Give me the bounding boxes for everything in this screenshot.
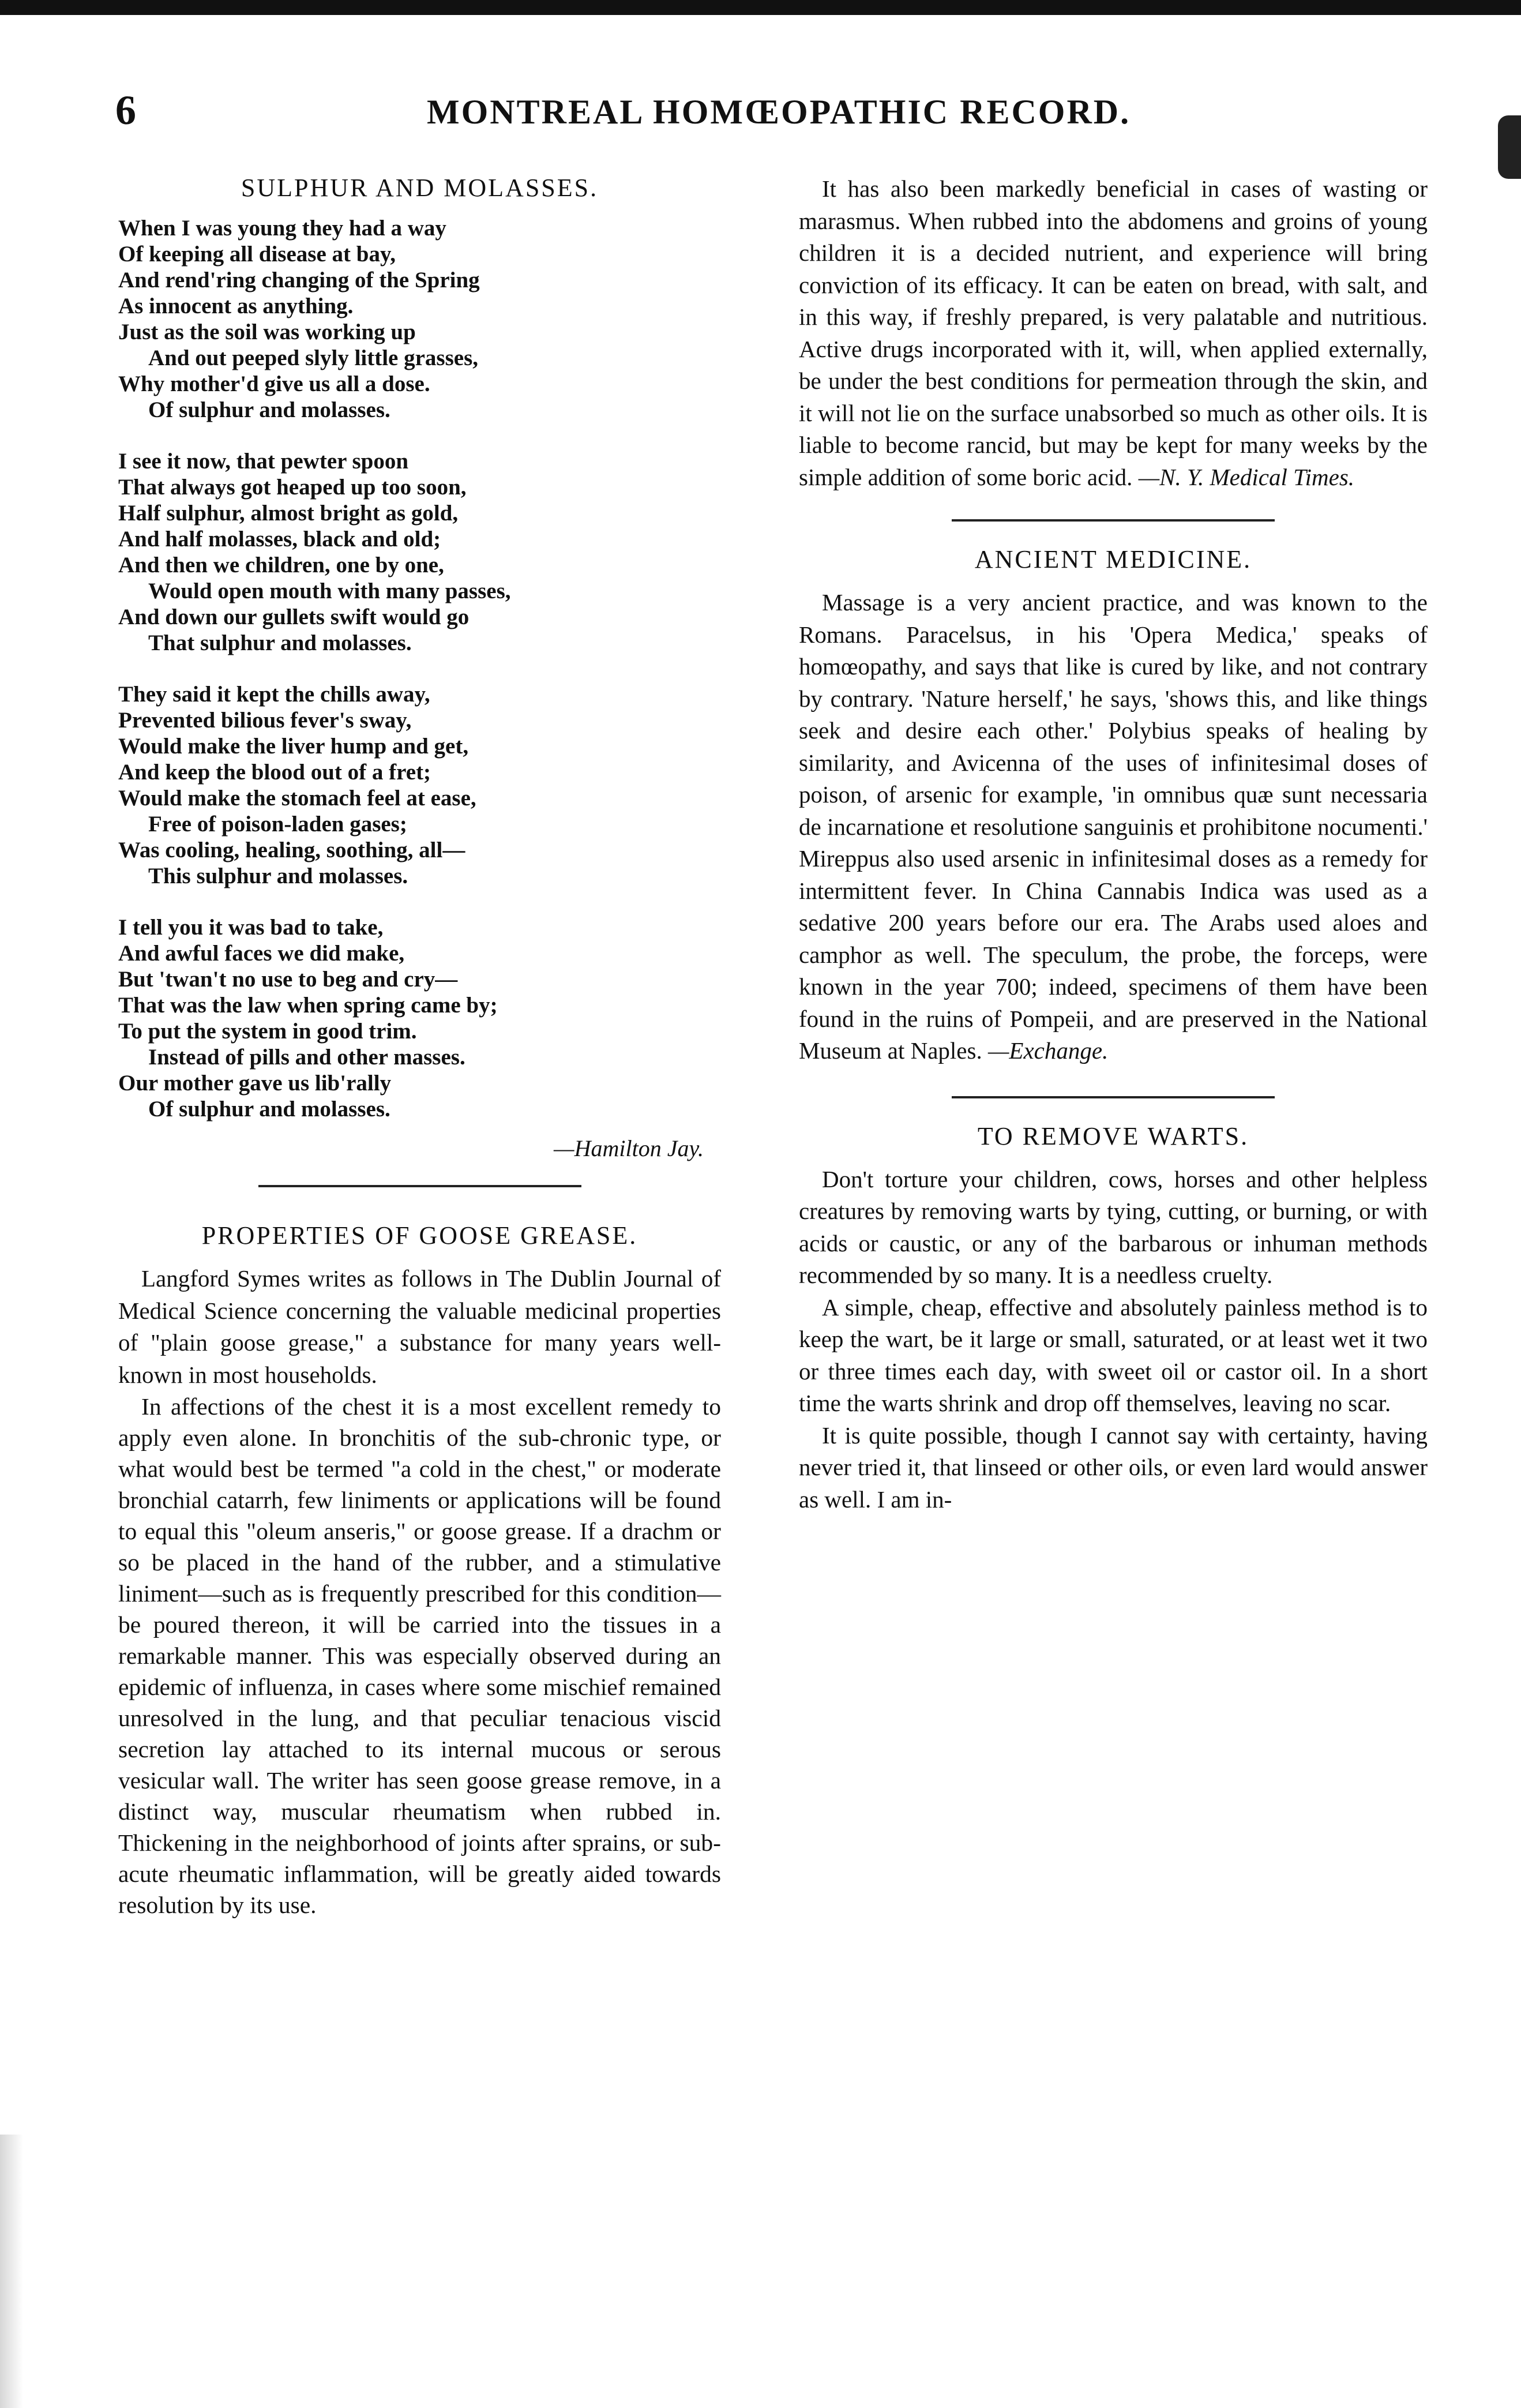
paragraph: It is quite possible, though I cannot say with certainty, having never tried it, that linseed or other oils, or even lard would answer as well. I am in- [799, 1421, 1428, 1513]
poem-line: Of sulphur and molasses. [148, 397, 390, 422]
page-header [115, 87, 1442, 150]
poem-line: Free of poison-laden gases; [148, 812, 407, 837]
poem-line: Why mother'd give us all a dose. [118, 372, 430, 396]
section-divider [952, 1096, 1275, 1098]
poem-line: Just as the soil was working up [118, 320, 416, 344]
poem-line: Instead of pills and other masses. [148, 1045, 465, 1070]
section-divider [258, 1185, 581, 1187]
left-column [118, 173, 721, 1921]
poem-stanza [118, 681, 721, 889]
poem-line: Was cooling, healing, soothing, all— [118, 838, 465, 862]
article-remove-warts [799, 1122, 1428, 1516]
article-sulphur [118, 173, 721, 1162]
poem-line: That sulphur and molasses. [148, 631, 412, 655]
poem-stanza [118, 914, 721, 1122]
paragraph: Massage is a very ancient practice, and was known to the Romans. Paracelsus, in his 'Opera Medica,' speaks of homœopathy, and says that like is cured by like, and not contrary by contrary. 'Nature herself,' he says, 'shows this, and like things seek and desire each other.' Polybius speaks of healing by similarity, and Avicenna of the uses of infinitesimal doses of poison, of arsenic for example, 'in omnibus quæ sunt necessaria de incarnatione et resolutione sanguinis et prohibitone nocumenti.' Mireppus also used arsenic in infinitesimal doses as a remedy for intermittent fever. In China Cannabis Indica was used as a sedative 200 years before our era. The Arabs used aloes and camphor as well. The speculum, the probe, the forceps, were known in the year 700; indeed, specimens of them have been found in the ruins of Pompeii, and are preserved in the National Museum at Naples. [799, 589, 1428, 1064]
poem-line: And rend'ring changing of the Spring [118, 268, 480, 292]
poem-line: That always got heaped up too soon, [118, 475, 467, 500]
poem-line: That was the law when spring came by; [118, 993, 498, 1018]
poem-line: Would make the stomach feel at ease, [118, 786, 476, 811]
article-goose-grease [118, 1221, 721, 1921]
poem-line: They said it kept the chills away, [118, 682, 430, 707]
poem-line: And awful faces we did make, [118, 941, 405, 966]
right-column [799, 173, 1428, 1516]
paragraph: In affections of the chest it is a most excellent remedy to apply even alone. In bronchitis of the sub-chronic type, or what would best be termed "a cold in the chest," or moderate bronchial catarrh, few liniments or applications will be found to equal this "oleum anseris," or goose grease. If a drachm or so be placed in the hand of the rubber, and a stimulative liniment—such as is frequently prescribed for this condition—be poured thereon, it will be carried into the tissues in a remarkable manner. This was especially observed during an epidemic of influenza, in cases where some mischief remained unresolved in the lung, and that peculiar tenacious viscid secretion lay attached to its internal mucous or serous vesicular wall. The writer has seen goose grease remove, in a distinct way, muscular rheumatism when rubbed in. Thickening in the neighborhood of joints after sprains, or sub-acute rheumatic inflammation, will be greatly aided towards resolution by its use. [118, 1393, 721, 1918]
poem-stanza [118, 448, 721, 656]
poem-line: Of keeping all disease at bay, [118, 242, 396, 267]
poem-line: As innocent as anything. [118, 294, 354, 318]
poem-line: Of sulphur and molasses. [148, 1097, 390, 1122]
poem-line: This sulphur and molasses. [148, 864, 408, 888]
article-title-goose-grease: PROPERTIES OF GOOSE GREASE. [201, 1221, 638, 1250]
article-title-ancient-medicine: ANCIENT MEDICINE. [974, 545, 1252, 573]
source-credit: —N. Y. Medical Times. [1138, 463, 1355, 490]
page-edge-shadow [0, 2135, 23, 2408]
article-ancient-medicine [799, 545, 1428, 1067]
poem-line: Would make the liver hump and get, [118, 734, 469, 759]
journal-title: MONTREAL HOMŒOPATHIC RECORD. [427, 93, 1131, 131]
poem-attribution: —Hamilton Jay. [554, 1135, 704, 1161]
poem-stanza [118, 215, 721, 423]
paragraph: Langford Symes writes as follows in The Dublin Journal of Medical Science concerning the valuable medicinal properties of "plain goose grease," a substance for many years well-known in most households. [118, 1265, 721, 1388]
section-divider [952, 519, 1275, 522]
page-number: 6 [115, 87, 136, 133]
top-border [0, 0, 1521, 15]
paragraph: It has also been markedly beneficial in cases of wasting or marasmus. When rubbed into the abdomens and groins of young children it is a decided nutrient, and experience will bring conviction of its efficacy. It can be eaten on bread, with salt, and in this way, if freshly prepared, is very palatable and nutritious. Active drugs incorporated with it, will, when applied externally, be under the best conditions for permeation through the skin, and it will not lie on the surface unabsorbed so much as other oils. It is liable to become rancid, but may be kept for many weeks by the simple addition of some boric acid. [799, 175, 1428, 490]
paragraph: A simple, cheap, effective and absolutely painless method is to keep the wart, be it large or small, saturated, or at least wet it two or three times each day, with sweet oil or castor oil. In a short time the warts shrink and drop off themselves, leaving no scar. [799, 1293, 1428, 1416]
article-continuation [799, 173, 1428, 493]
poem [118, 215, 721, 1122]
poem-line: I see it now, that pewter spoon [118, 449, 409, 474]
poem-line: Would open mouth with many passes, [148, 579, 511, 603]
article-title-sulphur: SULPHUR AND MOLASSES. [241, 174, 599, 202]
poem-line: And keep the blood out of a fret; [118, 760, 431, 785]
margin-mark [1498, 115, 1521, 179]
poem-line: And then we children, one by one, [118, 553, 444, 577]
source-credit: —Exchange. [987, 1037, 1109, 1064]
poem-line: Half sulphur, almost bright as gold, [118, 501, 459, 526]
poem-line: I tell you it was bad to take, [118, 915, 384, 940]
poem-line: To put the system in good trim. [118, 1019, 417, 1044]
article-title-remove-warts: TO REMOVE WARTS. [977, 1122, 1249, 1150]
paragraph: Don't torture your children, cows, horses and other helpless creatures by removing warts by tying, cutting, or burning, or with acids or caustic, or any of the barbarous or inhuman methods recommended by so many. It is a needless cruelty. [799, 1165, 1428, 1288]
poem-line: And half molasses, black and old; [118, 527, 441, 552]
poem-line: And down our gullets swift would go [118, 605, 470, 629]
poem-line: Prevented bilious fever's sway, [118, 708, 412, 733]
poem-line: But 'twan't no use to beg and cry— [118, 967, 458, 992]
poem-line: Our mother gave us lib'rally [118, 1071, 392, 1096]
poem-line: When I was young they had a way [118, 216, 446, 241]
poem-line: And out peeped slyly little grasses, [148, 346, 479, 370]
